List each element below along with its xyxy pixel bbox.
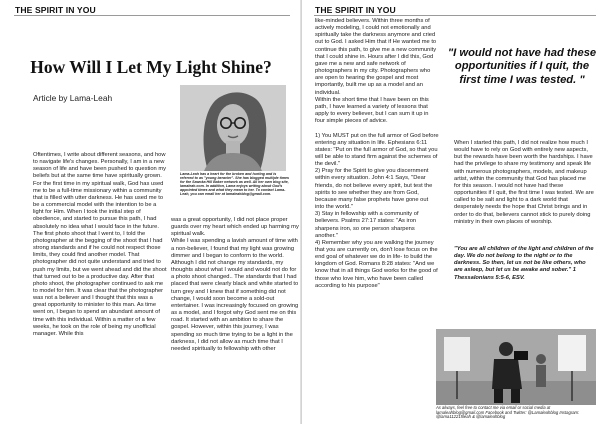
contact-caption: As always, feel free to contact me via email or social media at lamaleahblog@gmail.com Facebook and Twitter: @Lamaleahblog Instagram: @lama112215leah & @lamaleahblog [436, 405, 580, 420]
portrait-caption: Lama-Leah has a heart for the broken and hurting and is referred to as "young beravier". She has blogged multiple times for the Sawoka Hill Baker network as well. All her own blog site, lamaleah.com. In addition, Lama enjoys writing about God's appointed times and what they mean to her. To contact Lama-Leah, you can email her at lamaleahblog@gmail.com. [180, 172, 290, 197]
right-page-header: THE SPIRIT IN YOU [315, 5, 396, 15]
body-column-left-2: was a great opportunity, I did not place proper guards over my heart which ended up harming my spiritual walk. While I was spending a lavish amount of time with a non-believer, I found that my light was growing dimmer and I began to conform to the world. Although I did not change my standards, my thoughts about what I would and would not do for a photo shoot changed.. The standards that I had placed that were clearly black and white started to turn grey and I knew that if something did not change, I would soon become a sold-out entertainer. I was increasingly focused on growing as a model, and I forgot why God sent me on this road. It started with an ambition to share the gospel. However, within this journey, I was spending so much time trying to be a light in the darkness, I did not allow as much time that I needed spiritually to fellowship with other [171, 217, 299, 352]
photographer-illustration [436, 329, 596, 405]
body-column-right-1: like-minded believers. Within three months of actively modeling, I could not emotionally and spiritually take the darkness anymore and cried out to God. I asked Him that if He wanted me to continue this path, to give me a new community that I could shine in. Hours after I did this, God gave me a new and safe network of photographers in my city. Photographers who are open to hearing the gospel and most importantly, built me up as a model and an individual. Within the short time that I have been on this path, I have learned a variety of lessons that apply to every believer, but I can sum it up in four simple pieces of advice. 1) You MUST put on the full armor of God before entering any situation in life. Ephesians 6:11 states: "Put on the full armor of God, so that you will be able to stand firm against the schemes of the devil." 2) Pray for the Spirit to give you discernment within every situation. John 4:1 Says, "Dear friends, do not believe every spirit, but test the spirits to see whether they are from God, because many false prophets have gone out into the world." 3) Stay in fellowship with a community of believers. Psalms 27:17 states: "As iron sharpens iron, so one person sharpens another." 4) Remember why you are walking the journey that you are currently on, don't lose focus on the end goal of whatever we do in life- to build the kingdom of God. Romans 8:28 states: "And we know that in all things God works for the good of those who love him, who have been called according to his purpose" [315, 18, 439, 289]
body-column-right-2: When I started this path, I did not realize how much I would have to rely on God with entirely new aspects, but the rewards have been worth the hardships. I have had the privilege to share my testimony and speak life with numerous photographers, models, and makeup artist, within the community that God has placed me for this season. I would not have had these opportunities if I quit, the first time I was tested. We are called to be salt and light to a dark world that desperately needs the hope that Christ brings and in order to do that, believers cannot stick to purely doing ministry in their own places of worship. [454, 140, 594, 225]
left-header-rule [14, 15, 290, 16]
portrait-illustration [180, 85, 286, 171]
body-column-left-1: Oftentimes, I write about different seasons, and how to navigate life's changes. Personally, I am in a new season of life and have been pushed to question my beliefs but at the same time have spiritually grown. For the first time in my spiritual walk, God has used me to be a full-time missionary within a community that is filled with utter darkness. He has used me to be a commercial model with the intention to be a light for Him. When I took the initial step of obedience, and started to pursue this path, I had absolutely no idea what I would face in the future. The first photo shoot that I went to, I told the photographer at the begging of the shoot that I had strong standards and if he could not respect those limits, they could find another model. That photographer did not quite understand and tried to push my limits, but we went ahead and did the shoot that turned out to be a productive day. After that photo shoot, the photographer continued to ask me to model for him. It was clear that the photographer was not a believer and I thought that this was a great opportunity to minister to this man. As time went on, I began to spend an abundant amount of time with this individual. Within a matter of a few weeks, he took on the role of being my unofficial manager. While this [33, 152, 167, 337]
article-title: How Will I Let My Light Shine? [30, 57, 272, 77]
photographer-image [436, 329, 596, 405]
left-page-header: THE SPIRIT IN YOU [15, 5, 96, 15]
scripture-verse: "You are all children of the light and children of the day. We do not belong to the night or to the darkness. So then, let us not be like others, who are asleep, but let us be awake and sober." 1 Thessalonians 5:5-6, ESV. [454, 246, 594, 281]
right-header-rule [314, 15, 596, 16]
article-byline: Article by Lama-Leah [33, 93, 113, 103]
author-portrait-image [180, 85, 286, 171]
pull-quote: "I would not have had these opportunities if I quit, the first time I was tested. " [447, 47, 597, 86]
